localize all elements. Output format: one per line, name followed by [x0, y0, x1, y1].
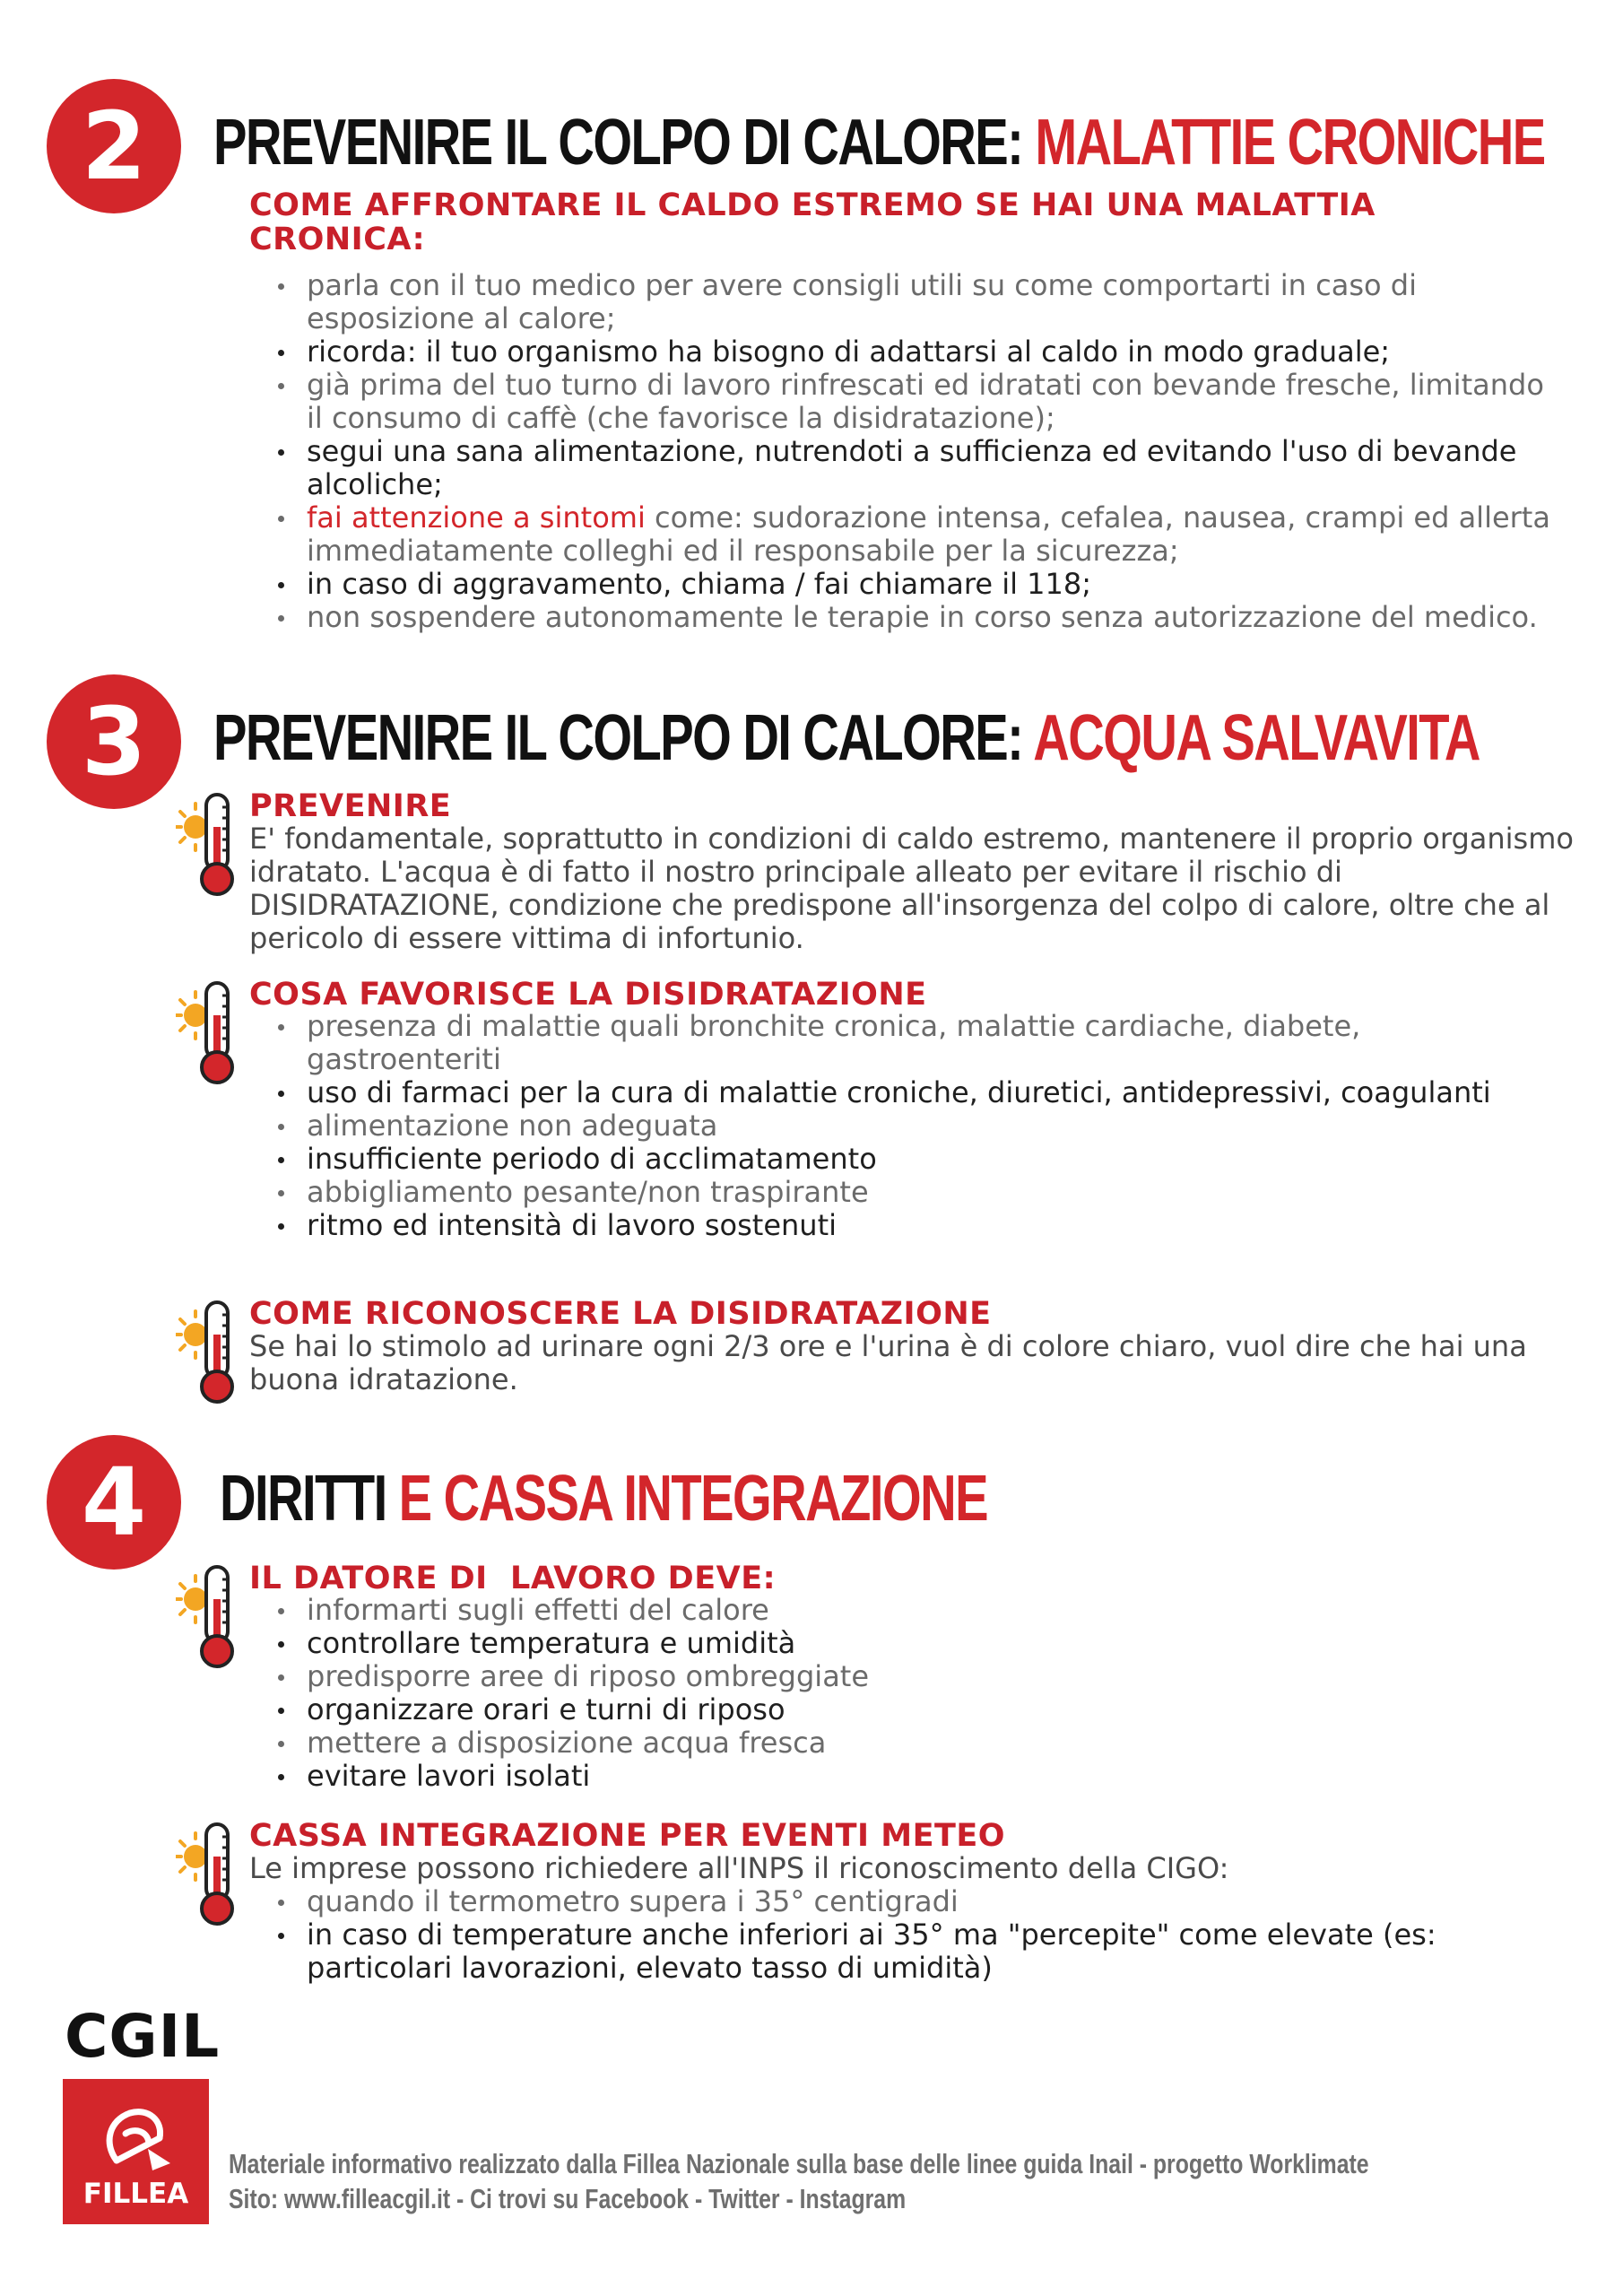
heading-red: MALATTIE CRONICHE: [1035, 107, 1545, 178]
block-title: CASSA INTEGRAZIONE PER EVENTI METEO: [249, 1818, 1006, 1854]
list-item: ricorda: il tuo organismo ha bisogno di adattarsi al caldo in modo graduale;: [249, 335, 1567, 369]
cgil-logo-text: CGIL: [65, 2002, 221, 2071]
block-title: PREVENIRE: [249, 788, 452, 824]
fillea-emblem-icon: [63, 2084, 209, 2183]
heading-red: E CASSA INTEGRAZIONE: [398, 1463, 987, 1535]
section-heading: [213, 107, 1545, 178]
list-item: uso di farmaci per la cura di malattie croniche, diuretici, antidepressivi, coagulanti: [249, 1076, 1505, 1109]
fillea-logo-text: FILLEA: [82, 2178, 189, 2210]
block-title: COME RICONOSCERE LA DISIDRATAZIONE: [249, 1296, 992, 1332]
list-item-text: come: sudorazione intensa, cefalea, nausea, crampi ed allerta immediatamente colleghi ed il responsabile per la sicurezza;: [307, 500, 1550, 568]
list-item: in caso di aggravamento, chiama / fai chiamare il 118;: [249, 568, 1567, 601]
list-item: ritmo ed intensità di lavoro sostenuti: [249, 1209, 1505, 1242]
thermometer-sun-icon: [176, 1563, 247, 1669]
list-item: informarti sugli effetti del calore: [249, 1594, 1505, 1627]
section-number-badge: 2: [47, 79, 181, 213]
section-number-badge: 3: [47, 674, 181, 809]
footer-credits: Materiale informativo realizzato dalla Fillea Nazionale sulla base delle linee guida Inail - progetto Worklimate: [229, 2148, 1369, 2179]
list-item: predisporre aree di riposo ombreggiate: [249, 1660, 1505, 1693]
list-item: parla con il tuo medico per avere consigli utili su come comportarti in caso di esposizione al calore;: [249, 269, 1567, 335]
chronic-disease-list: [249, 269, 1567, 634]
thermometer-sun-icon: [176, 791, 247, 897]
thermometer-sun-icon: [176, 979, 247, 1085]
list-item: controllare temperatura e umidità: [249, 1627, 1505, 1660]
heading-black: PREVENIRE IL COLPO DI CALORE:: [213, 107, 1023, 178]
list-item: quando il termometro supera i 35° centigradi: [249, 1885, 1505, 1918]
fillea-logo: [63, 2079, 209, 2224]
heading-black: DIRITTI: [220, 1463, 386, 1535]
thermometer-sun-icon: [176, 1821, 247, 1926]
list-item: organizzare orari e turni di riposo: [249, 1693, 1505, 1726]
cigo-conditions-list: [249, 1885, 1505, 1985]
block-text: Se hai lo stimolo ad urinare ogni 2/3 ore e l'urina è di colore chiaro, vuol dire che hai una buona idratazione.: [249, 1329, 1527, 1396]
list-item: alimentazione non adeguata: [249, 1109, 1505, 1143]
list-item: segui una sana alimentazione, nutrendoti a sufficienza ed evitando l'uso di bevande alcoliche;: [249, 435, 1567, 501]
dehydration-causes-list: [249, 1010, 1505, 1242]
list-item: evitare lavori isolati: [249, 1760, 1505, 1793]
list-item: già prima del tuo turno di lavoro rinfrescati ed idratati con bevande fresche, limitando il consumo di caffè (che favorisce la disidratazione);: [249, 369, 1567, 435]
footer-social: Sito: www.filleacgil.it - Ci trovi su Facebook - Twitter - Instagram: [229, 2183, 907, 2214]
block-title: COSA FAVORISCE LA DISIDRATAZIONE: [249, 977, 927, 1013]
section-subtitle: COME AFFRONTARE IL CALDO ESTREMO SE HAI UNA MALATTIA CRONICA:: [249, 187, 1376, 257]
employer-duties-list: [249, 1594, 1505, 1793]
block-title: IL DATORE DI LAVORO DEVE:: [249, 1561, 777, 1596]
list-item: in caso di temperature anche inferiori ai 35° ma "percepite" come elevate (es: particolari lavorazioni, elevato tasso di umidità): [249, 1918, 1505, 1985]
block-intro: Le imprese possono richiedere all'INPS il riconoscimento della CIGO:: [249, 1851, 1229, 1885]
list-item: non sospendere autonomamente le terapie in corso senza autorizzazione del medico.: [249, 601, 1567, 634]
section-number-badge: 4: [47, 1435, 181, 1570]
heading-black: PREVENIRE IL COLPO DI CALORE:: [213, 702, 1023, 774]
thermometer-sun-icon: [176, 1299, 247, 1405]
block-text: E' fondamentale, soprattutto in condizioni di caldo estremo, mantenere il proprio organismo idratato. L'acqua è di fatto il nostro principale alleato per evitare il rischio di DISIDRATAZIONE, condizione che predispone all'insorgenza del colpo di calore, oltre che al pericolo di essere vittima di infortunio.: [249, 822, 1574, 955]
heading-red: ACQUA SALVAVITA: [1033, 702, 1480, 774]
list-item: presenza di malattie quali bronchite cronica, malattie cardiache, diabete, gastroenteriti: [249, 1010, 1505, 1076]
list-item: insufficiente periodo di acclimatamento: [249, 1143, 1505, 1176]
section-heading: [213, 702, 1480, 774]
list-item: [249, 501, 1567, 568]
list-item: abbigliamento pesante/non traspirante: [249, 1176, 1505, 1209]
symptom-highlight: fai attenzione a sintomi: [307, 500, 646, 535]
section-heading: [220, 1463, 987, 1535]
list-item: mettere a disposizione acqua fresca: [249, 1726, 1505, 1760]
